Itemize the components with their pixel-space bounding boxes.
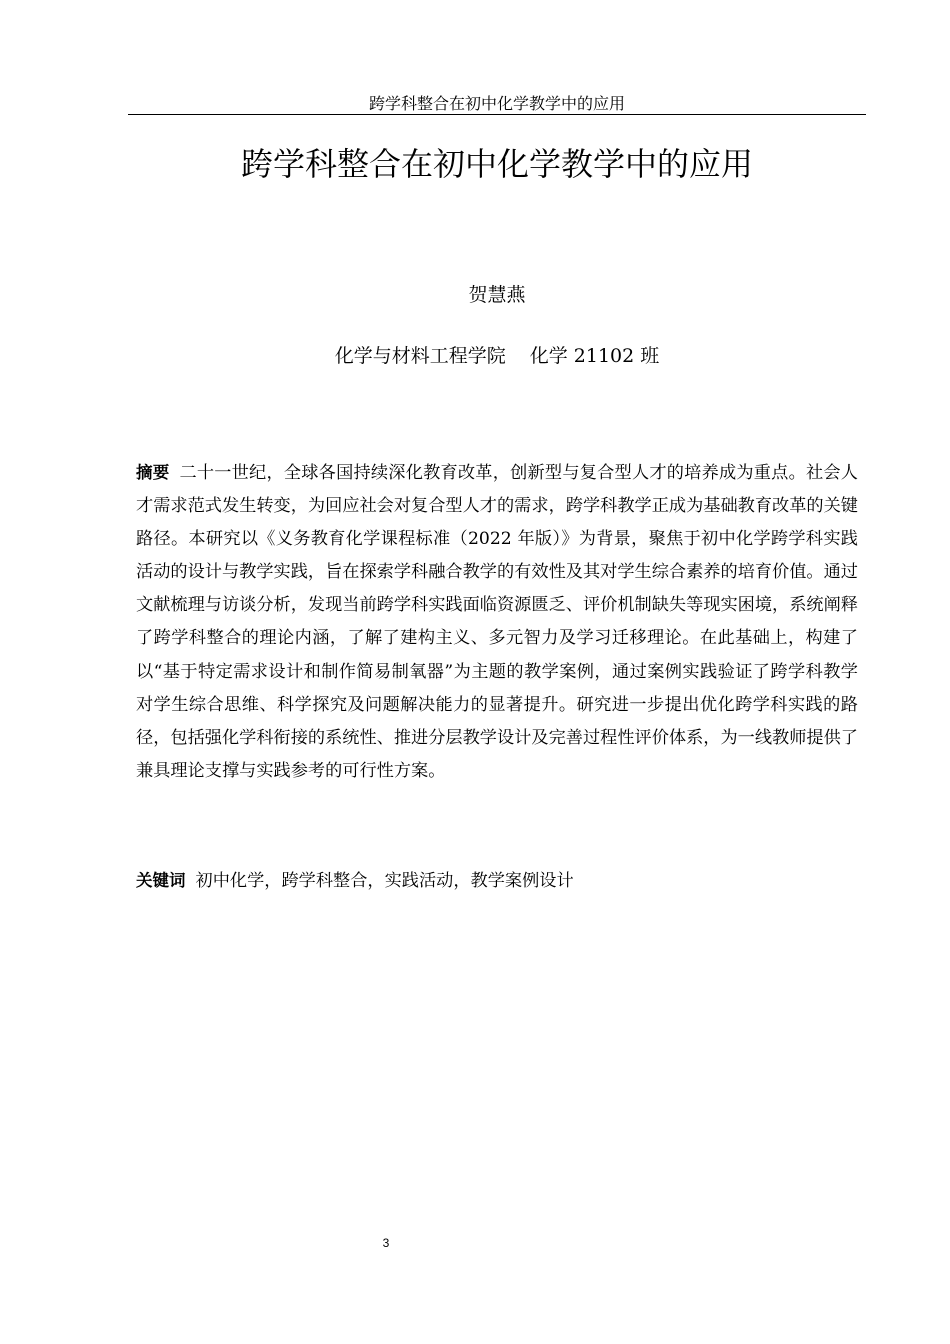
paper-title: 跨学科整合在初中化学教学中的应用 — [240, 145, 753, 183]
author-name: 贺慧燕 — [468, 284, 526, 306]
page-number: 3 — [382, 1236, 390, 1250]
running-header: 跨学科整合在初中化学教学中的应用 — [368, 94, 625, 113]
keywords-label: 关键词 — [136, 871, 186, 890]
abstract-text: 二十一世纪，全球各国持续深化教育改革，创新型与复合型人才的培养成为重点。社会人才需求范式发生转变，为回应社会对复合型人才的需求，跨学科教学正成为基础教育改革的关键路径。本研究以《义务教育化学课程标准（2022 年版）》为背景，聚焦于初中化学跨学科实践活动的设计与教学实践，旨在探索学科融合教学的有效性及其对学生综合素养的培育价值。通过文献梳理与访谈分析，发现当前跨学科实践面临资源匮乏、评价机制缺失等现实困境，系统阐释了跨学科整合的理论内涵，了解了建构主义、多元智力及学习迁移理论。在此基础上，构建了以“基于特定需求设计和制作简易制氧器”为主题的教学案例，通过案例实践验证了跨学科教学对学生综合思维、科学探究及问题解决能力的显著提升。研究进一步提出优化跨学科实践的路径，包括强化学科衔接的系统性、推进分层教学设计及完善过程性评价体系，为一线教师提供了兼具理论支撑与实践参考的可行性方案。 — [136, 463, 858, 781]
abstract-label: 摘要 — [136, 463, 170, 482]
abstract — [136, 456, 858, 788]
affiliation — [100, 343, 894, 369]
keywords — [136, 864, 858, 898]
affiliation-class: 化学 21102 班 — [529, 345, 660, 367]
header-rule — [128, 114, 866, 115]
affiliation-college: 化学与材料工程学院 — [334, 345, 506, 367]
keywords-text: 初中化学，跨学科整合，实践活动，教学案例设计 — [195, 871, 574, 891]
